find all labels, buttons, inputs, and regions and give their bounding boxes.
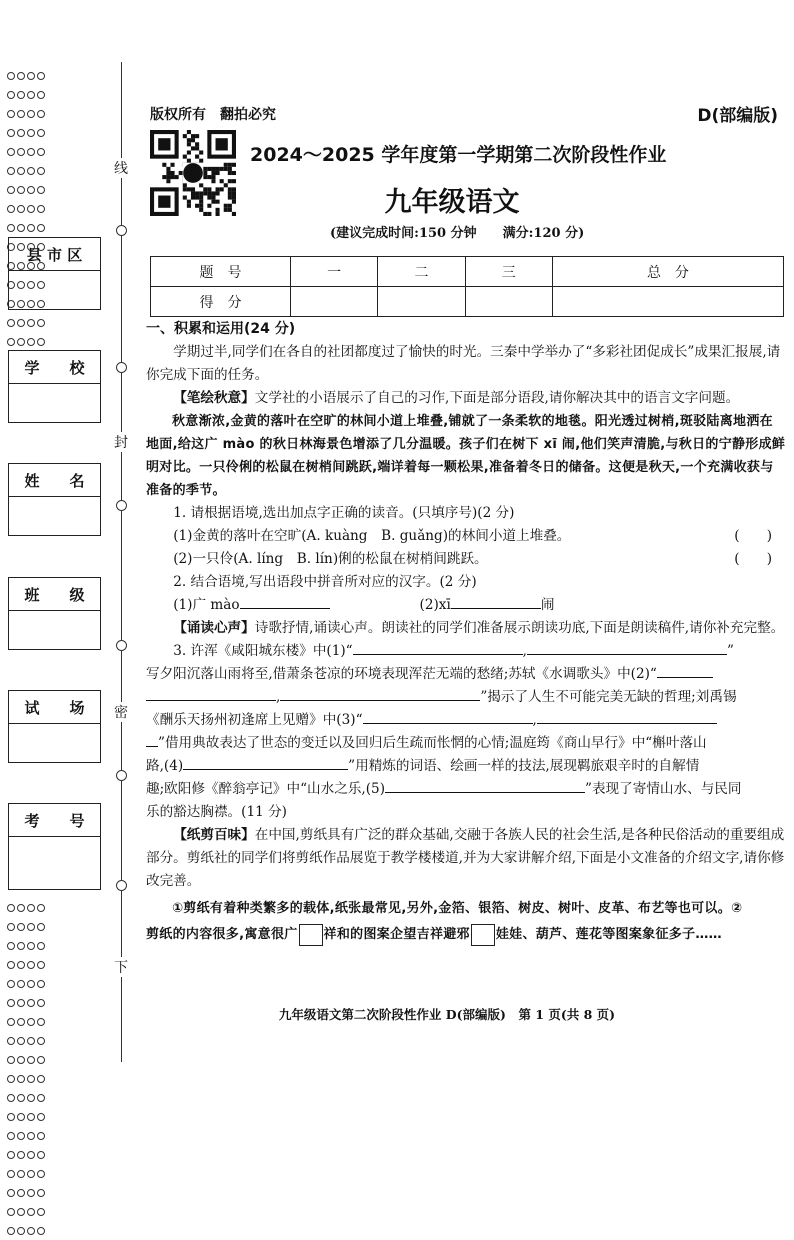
perforation-dot xyxy=(17,1151,25,1159)
perforation-dot xyxy=(27,148,35,156)
perforation-dot xyxy=(17,1075,25,1083)
binding-char-mi: 密 xyxy=(111,702,131,722)
perforation-dot xyxy=(27,129,35,137)
perforation-dot xyxy=(7,91,15,99)
section-heading: 一、积累和运用(24 分) xyxy=(146,321,296,337)
perforation-dot xyxy=(27,319,35,327)
field-name[interactable] xyxy=(8,463,101,536)
question-text: 3. 许浑《咸阳城东楼》中(1)“ xyxy=(173,643,353,659)
perforation-dot xyxy=(37,904,45,912)
field-label: 姓 名 xyxy=(9,464,100,497)
perforation-dot xyxy=(37,72,45,80)
question-text: (1)广 mào xyxy=(173,597,240,613)
perforation-bottom xyxy=(6,898,46,1240)
perforation-dot xyxy=(17,923,25,931)
question-text: ”用精炼的词语、绘画一样的技法,展现羁旅艰辛时的自解情 xyxy=(348,758,700,774)
paper-cut-paragraph: ①剪纸有着种类繁多的载体,纸张最常见,另外,金箔、银箔、树皮、树叶、皮革、布艺等也可以。② xyxy=(172,901,743,916)
question-text: 趣;欧阳修《醉翁亭记》中“山水之乐,(5) xyxy=(146,781,386,797)
question-text: 写夕阳沉落山雨将至,借萧条苍凉的环境表现浑茫无端的愁绪;苏轼《水调歌头》中(2)“ xyxy=(146,666,657,682)
answer-blank[interactable] xyxy=(451,594,541,609)
perforation-dot xyxy=(17,1037,25,1045)
binding-char-feng: 封 xyxy=(111,432,131,452)
perforation-dot xyxy=(27,72,35,80)
task-3 xyxy=(146,824,786,893)
perforation-dot xyxy=(37,942,45,950)
question-text: ”揭示了人生不可能完美无缺的哲理;刘禹锡 xyxy=(480,689,737,705)
perforation-dot xyxy=(27,1113,35,1121)
score-cell[interactable] xyxy=(291,287,378,317)
perforation-dot xyxy=(17,72,25,80)
exam-title: 2024～2025 学年度第一学期第二次阶段性作业 xyxy=(250,144,667,166)
perforation-dot xyxy=(7,1075,15,1083)
perforation-dot xyxy=(27,1227,35,1235)
perforation-dot xyxy=(17,1189,25,1197)
perforation-dot xyxy=(37,1208,45,1216)
perforation-dot xyxy=(37,1151,45,1159)
perforation-dot xyxy=(17,338,25,346)
answer-blank[interactable] xyxy=(527,640,727,655)
binding-circle xyxy=(116,500,127,511)
perforation-dot xyxy=(37,338,45,346)
perforation-dot xyxy=(7,1151,15,1159)
task-tag: 【纸剪百味】 xyxy=(173,827,255,843)
score-cell[interactable] xyxy=(378,287,465,317)
perforation-dot xyxy=(17,167,25,175)
perforation-dot xyxy=(7,942,15,950)
field-class[interactable] xyxy=(8,577,101,650)
perforation-dot xyxy=(37,1094,45,1102)
task-text: 文学社的小语展示了自己的习作,下面是部分语段,请你解决其中的语言文字问题。 xyxy=(254,390,740,406)
task-1 xyxy=(146,387,786,410)
binding-char-xian: 线 xyxy=(111,158,131,178)
question-3-end: 乐的豁达胸襟。(11 分) xyxy=(146,804,287,820)
field-county[interactable] xyxy=(8,237,101,310)
question-3: 3. 许浑《咸阳城东楼》中(1)“ , ” xyxy=(146,640,786,663)
question-1-1 xyxy=(146,525,786,548)
field-label: 班 级 xyxy=(9,578,100,611)
perforation-dot xyxy=(7,224,15,232)
perforation-dot xyxy=(37,923,45,931)
perforation-dot xyxy=(37,1113,45,1121)
score-header: 总 分 xyxy=(552,257,783,287)
perforation-dot xyxy=(27,1132,35,1140)
perforation-dot xyxy=(7,904,15,912)
perforation-dot xyxy=(37,1170,45,1178)
perforation-dot xyxy=(7,980,15,988)
question-text: (1)金黄的落叶在空旷(A. kuàng B. guǎng)的林间小道上堆叠。 xyxy=(173,528,571,544)
answer-blank[interactable] xyxy=(657,663,713,678)
answer-blank[interactable] xyxy=(363,709,533,724)
question-text: 路,(4) xyxy=(146,758,184,774)
question-2: 2. 结合语境,写出语段中拼音所对应的汉字。(2 分) xyxy=(173,574,477,590)
subject-title: 九年级语文 xyxy=(384,187,520,218)
question-text: 《酬乐天扬州初逢席上见赠》中(3)“ xyxy=(146,712,363,728)
perforation-dot xyxy=(7,148,15,156)
perforation-dot xyxy=(17,1132,25,1140)
question-3-cont xyxy=(146,755,786,778)
perforation-dot xyxy=(17,980,25,988)
task-2 xyxy=(146,617,786,640)
binding-circle xyxy=(116,225,127,236)
answer-paren[interactable]: ( ) xyxy=(734,551,772,567)
perforation-dot xyxy=(7,1227,15,1235)
perforation-dot xyxy=(27,167,35,175)
perforation-dot xyxy=(27,942,35,950)
binding-char-xia: 下 xyxy=(111,957,131,977)
punctuation-box[interactable] xyxy=(471,924,495,946)
perforation-dot xyxy=(37,980,45,988)
answer-blank[interactable] xyxy=(146,732,158,747)
question-text: ”表现了寄情山水、与民同 xyxy=(585,781,742,797)
question-1-2 xyxy=(146,548,786,571)
perforation-dot xyxy=(27,1075,35,1083)
perforation-dot xyxy=(27,1056,35,1064)
field-label: 学 校 xyxy=(9,351,100,384)
intro-text: 学期过半,同学们在各自的社团都度过了愉快的时光。三秦中学举办了“多彩社团促成长”成果汇报展,请你完成下面的任务。 xyxy=(146,344,781,383)
question-text: 祥和的图案企望吉祥避邪 xyxy=(323,927,470,942)
question-text: 剪纸的内容很多,寓意很广 xyxy=(146,927,298,942)
perforation-dot xyxy=(17,904,25,912)
perforation-dot xyxy=(37,129,45,137)
question-text: 闹 xyxy=(540,597,555,613)
binding-circle xyxy=(116,880,127,891)
perforation-dot xyxy=(7,1132,15,1140)
perforation-dot xyxy=(37,961,45,969)
perforation-dot xyxy=(17,942,25,950)
perforation-dot xyxy=(17,961,25,969)
perforation-dot xyxy=(7,1170,15,1178)
perforation-dot xyxy=(37,167,45,175)
perforation-dot xyxy=(17,1056,25,1064)
task-tag: 【笔绘秋意】 xyxy=(173,390,255,406)
perforation-dot xyxy=(7,1189,15,1197)
edition-label: D(部编版) xyxy=(697,106,778,126)
score-header: 二 xyxy=(378,257,465,287)
perforation-dot xyxy=(27,224,35,232)
answer-blank[interactable] xyxy=(353,640,523,655)
perforation-dot xyxy=(17,1227,25,1235)
perforation-dot xyxy=(27,1151,35,1159)
perforation-dot xyxy=(37,1056,45,1064)
score-cell[interactable] xyxy=(465,287,552,317)
question-text: (2)一只伶(A. líng B. lín)俐的松鼠在树梢间跳跃。 xyxy=(173,551,488,567)
task-text: 诗歌抒情,诵读心声。朗读社的同学们准备展示朗读功底,下面是朗读稿件,请你补充完整。 xyxy=(254,620,785,636)
perforation-dot xyxy=(17,1170,25,1178)
answer-blank[interactable] xyxy=(537,709,717,724)
score-header: 题 号 xyxy=(151,257,291,287)
perforation-dot xyxy=(27,1094,35,1102)
perforation-dot xyxy=(17,1113,25,1121)
perforation-dot xyxy=(27,110,35,118)
perforation-dot xyxy=(37,1227,45,1235)
time-info: (建议完成时间:150 分钟 满分:120 分) xyxy=(330,226,585,241)
binding-circle xyxy=(116,362,127,373)
answer-blank[interactable] xyxy=(385,778,585,793)
answer-blank[interactable] xyxy=(240,594,330,609)
perforation-dot xyxy=(7,129,15,137)
field-exam-room[interactable] xyxy=(8,690,101,763)
field-label: 县 市 区 xyxy=(9,238,100,271)
perforation-dot xyxy=(17,1208,25,1216)
answer-blank[interactable] xyxy=(146,686,276,701)
question-text: 娃娃、葫芦、莲花等图案象征多子…… xyxy=(495,927,722,942)
task-text: 在中国,剪纸具有广泛的群众基础,交融于各族人民的社会生活,是各种民俗活动的重要组成部分。剪纸社的同学们将剪纸作品展览于教学楼楼道,并为大家讲解介绍,下面是小文准备的介绍文字,请你修改完善。 xyxy=(146,827,785,889)
score-table xyxy=(150,256,784,317)
field-exam-number[interactable] xyxy=(8,803,101,890)
perforation-dot xyxy=(27,980,35,988)
perforation-dot xyxy=(37,110,45,118)
perforation-dot xyxy=(37,1132,45,1140)
question-1: 1. 请根据语境,选出加点字正确的读音。(只填序号)(2 分) xyxy=(173,505,515,521)
perforation-dot xyxy=(17,110,25,118)
answer-blank[interactable] xyxy=(280,686,480,701)
perforation-dot xyxy=(27,338,35,346)
perforation-dot xyxy=(27,961,35,969)
question-3-cont: 《酬乐天扬州初逢席上见赠》中(3)“ , xyxy=(146,709,786,732)
perforation-dot xyxy=(27,923,35,931)
perforation-dot xyxy=(37,148,45,156)
perforation-dot xyxy=(17,1094,25,1102)
question-2-items xyxy=(146,594,786,617)
field-label: 考 号 xyxy=(9,804,100,837)
perforation-dot xyxy=(7,1208,15,1216)
perforation-dot xyxy=(17,319,25,327)
paper-cut-paragraph-cont xyxy=(146,920,786,950)
perforation-dot xyxy=(7,72,15,80)
perforation-dot xyxy=(27,1170,35,1178)
binding-circle xyxy=(116,640,127,651)
perforation-dot xyxy=(7,923,15,931)
perforation-dot xyxy=(7,1056,15,1064)
perforation-dot xyxy=(7,167,15,175)
perforation-dot xyxy=(27,904,35,912)
page-footer: 九年级语文第二次阶段性作业 D(部编版) 第 1 页(共 8 页) xyxy=(278,1007,616,1022)
score-header: 三 xyxy=(465,257,552,287)
score-row-label: 得 分 xyxy=(151,287,291,317)
passage: 秋意渐浓,金黄的落叶在空旷的林间小道上堆叠,铺就了一条柔软的地毯。阳光透过树梢,斑驳陆离地洒在地面,给这广 mào 的秋日林海景色增添了几分温暖。孩子们在树下 xī 闹,他们笑声清脆,与秋日的宁静形成鲜明对比。一只伶俐的松鼠在树梢间跳跃,端详着每一颗松果,准备着冬日的储备。这便是秋天,一个充满收获与准备的季节。 xyxy=(146,414,786,498)
perforation-dot xyxy=(7,961,15,969)
question-3-cont: , ”揭示了人生不可能完美无缺的哲理;刘禹锡 xyxy=(146,686,786,709)
question-3-cont xyxy=(146,778,786,801)
field-school[interactable] xyxy=(8,350,101,423)
perforation-dot xyxy=(7,1094,15,1102)
perforation-dot xyxy=(27,1189,35,1197)
perforation-dot xyxy=(17,129,25,137)
perforation-dot xyxy=(7,110,15,118)
question-text: (2)xī xyxy=(419,597,451,613)
perforation-dot xyxy=(17,224,25,232)
perforation-dot xyxy=(37,1189,45,1197)
perforation-dot xyxy=(17,148,25,156)
task-tag: 【诵读心声】 xyxy=(173,620,255,636)
perforation-dot xyxy=(37,1037,45,1045)
perforation-dot xyxy=(27,91,35,99)
perforation-dot xyxy=(37,224,45,232)
perforation-dot xyxy=(27,1037,35,1045)
copyright-notice: 版权所有 翻拍必究 xyxy=(150,107,276,123)
answer-paren[interactable]: ( ) xyxy=(734,528,772,544)
score-cell[interactable] xyxy=(552,287,783,317)
perforation-dot xyxy=(7,1113,15,1121)
perforation-dot xyxy=(7,338,15,346)
score-header: 一 xyxy=(291,257,378,287)
perforation-dot xyxy=(37,1075,45,1083)
question-3-cont xyxy=(146,663,786,686)
exam-content xyxy=(146,318,786,950)
perforation-dot xyxy=(17,91,25,99)
punctuation-box[interactable] xyxy=(299,924,323,946)
perforation-dot xyxy=(37,319,45,327)
question-3-cont xyxy=(146,732,786,755)
field-label: 试 场 xyxy=(9,691,100,724)
perforation-dot xyxy=(37,91,45,99)
perforation-dot xyxy=(7,1037,15,1045)
binding-circle xyxy=(116,770,127,781)
answer-blank[interactable] xyxy=(183,755,348,770)
perforation-dot xyxy=(27,1208,35,1216)
question-text: ”借用典故表达了世态的变迁以及回归后生疏而怅惘的心情;温庭筠《商山早行》中“槲叶落山 xyxy=(158,735,707,751)
perforation-dot xyxy=(7,319,15,327)
